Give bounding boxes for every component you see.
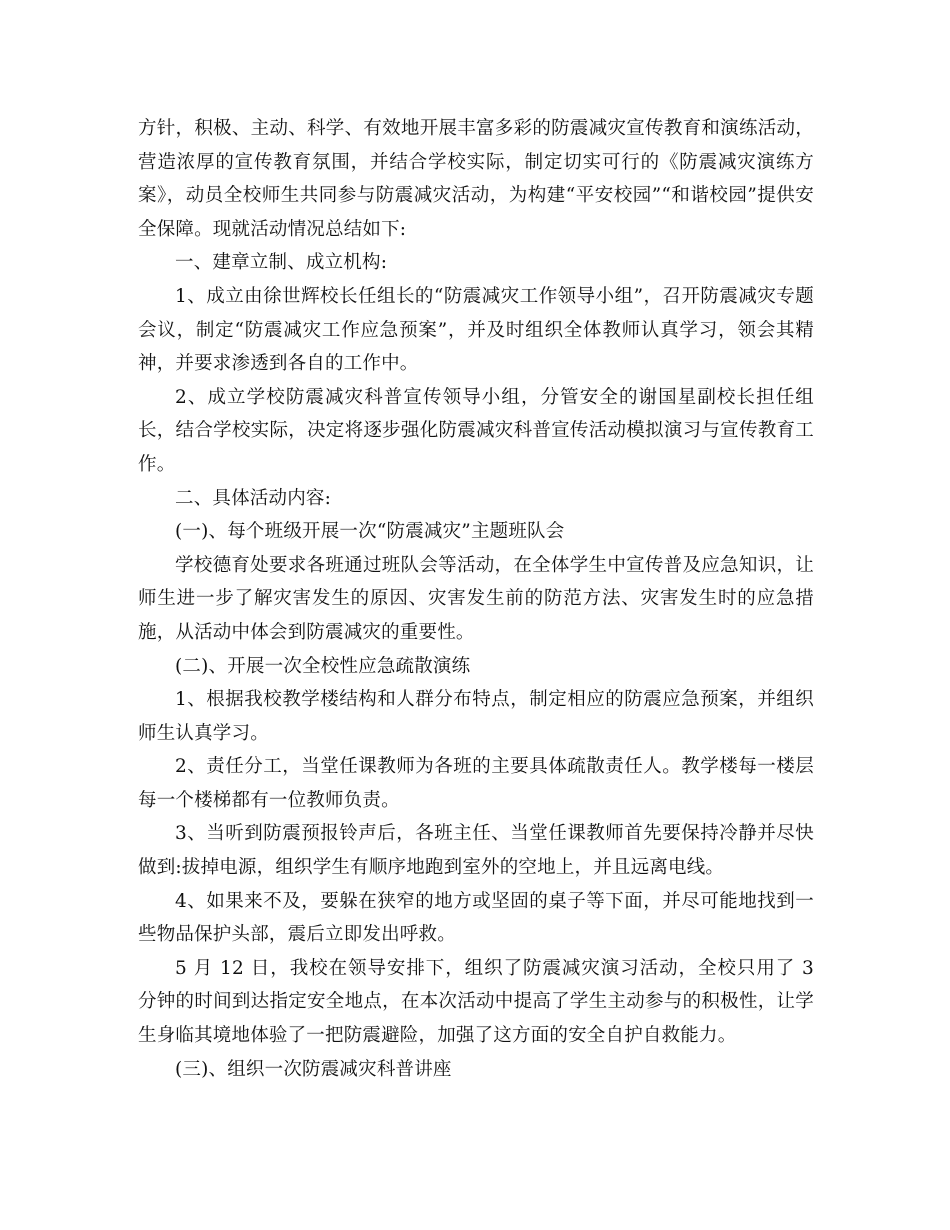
paragraph-drill-summary: 5 月 12 日，我校在领导安排下，组织了防震减灾演习活动，全校只用了 3 分钟的时间到达指定安全地点，在本次活动中提高了学生主动参与的积极性，让学生身临其境地体验了一把防震避险，加强了这方面的安全自护自救能力。 — [138, 957, 814, 1047]
paragraph-class-meeting: 学校德育处要求各班通过班队会等活动，在全体学生中宣传普及应急知识，让师生进一步了解灾害发生的原因、灾害发生前的防范方法、灾害发生时的应急措施，从活动中体会到防震减灾的重要性。 — [138, 554, 814, 643]
paragraph-item-2: 2、成立学校防震减灾科普宣传领导小组，分管安全的谢国星副校长担任组长，结合学校实际，决定将逐步强化防震减灾科普宣传活动模拟演习与宣传教育工作。 — [138, 386, 814, 475]
subheading-1: (一)、每个班级开展一次“防震减灾”主题班队会 — [175, 521, 565, 543]
subheading-2: (二)、开展一次全校性应急疏散演练 — [175, 655, 471, 677]
paragraph-item-1: 1、成立由徐世辉校长任组长的“防震减灾工作领导小组”，召开防震减灾专题会议，制定“防震减灾工作应急预案”，并及时组织全体教师认真学习，领会其精神，并要求渗透到各自的工作中。 — [138, 285, 814, 375]
subheading-3: (三)、组织一次防震减灾科普讲座 — [175, 1058, 452, 1080]
heading-section-2: 二、具体活动内容: — [175, 487, 332, 509]
paragraph-drill-3: 3、当听到防震预报铃声后，各班主任、当堂任课教师首先要保持冷静并尽快做到:拔掉电源，组织学生有顺序地跑到室外的空地上，并且远离电线。 — [138, 823, 814, 879]
heading-section-1: 一、建章立制、成立机构: — [175, 252, 388, 274]
paragraph-drill-4: 4、如果来不及，要躲在狭窄的地方或坚固的桌子等下面，并尽可能地找到一些物品保护头部，震后立即发出呼救。 — [138, 890, 814, 946]
paragraph-drill-2: 2、责任分工，当堂任课教师为各班的主要具体疏散责任人。教学楼每一楼层每一个楼梯都有一位教师负责。 — [138, 756, 814, 811]
document-page — [138, 112, 814, 1086]
paragraph-drill-1: 1、根据我校教学楼结构和人群分布特点，制定相应的防震应急预案，并组织师生认真学习。 — [138, 689, 814, 744]
paragraph-intro: 方针，积极、主动、科学、有效地开展丰富多彩的防震减灾宣传教育和演练活动，营造浓厚的宣传教育氛围，并结合学校实际，制定切实可行的《防震减灾演练方案》，动员全校师生共同参与防震减灾活动，为构建“平安校园”“和谐校园”提供安全保障。现就活动情况总结如下: — [138, 118, 814, 240]
